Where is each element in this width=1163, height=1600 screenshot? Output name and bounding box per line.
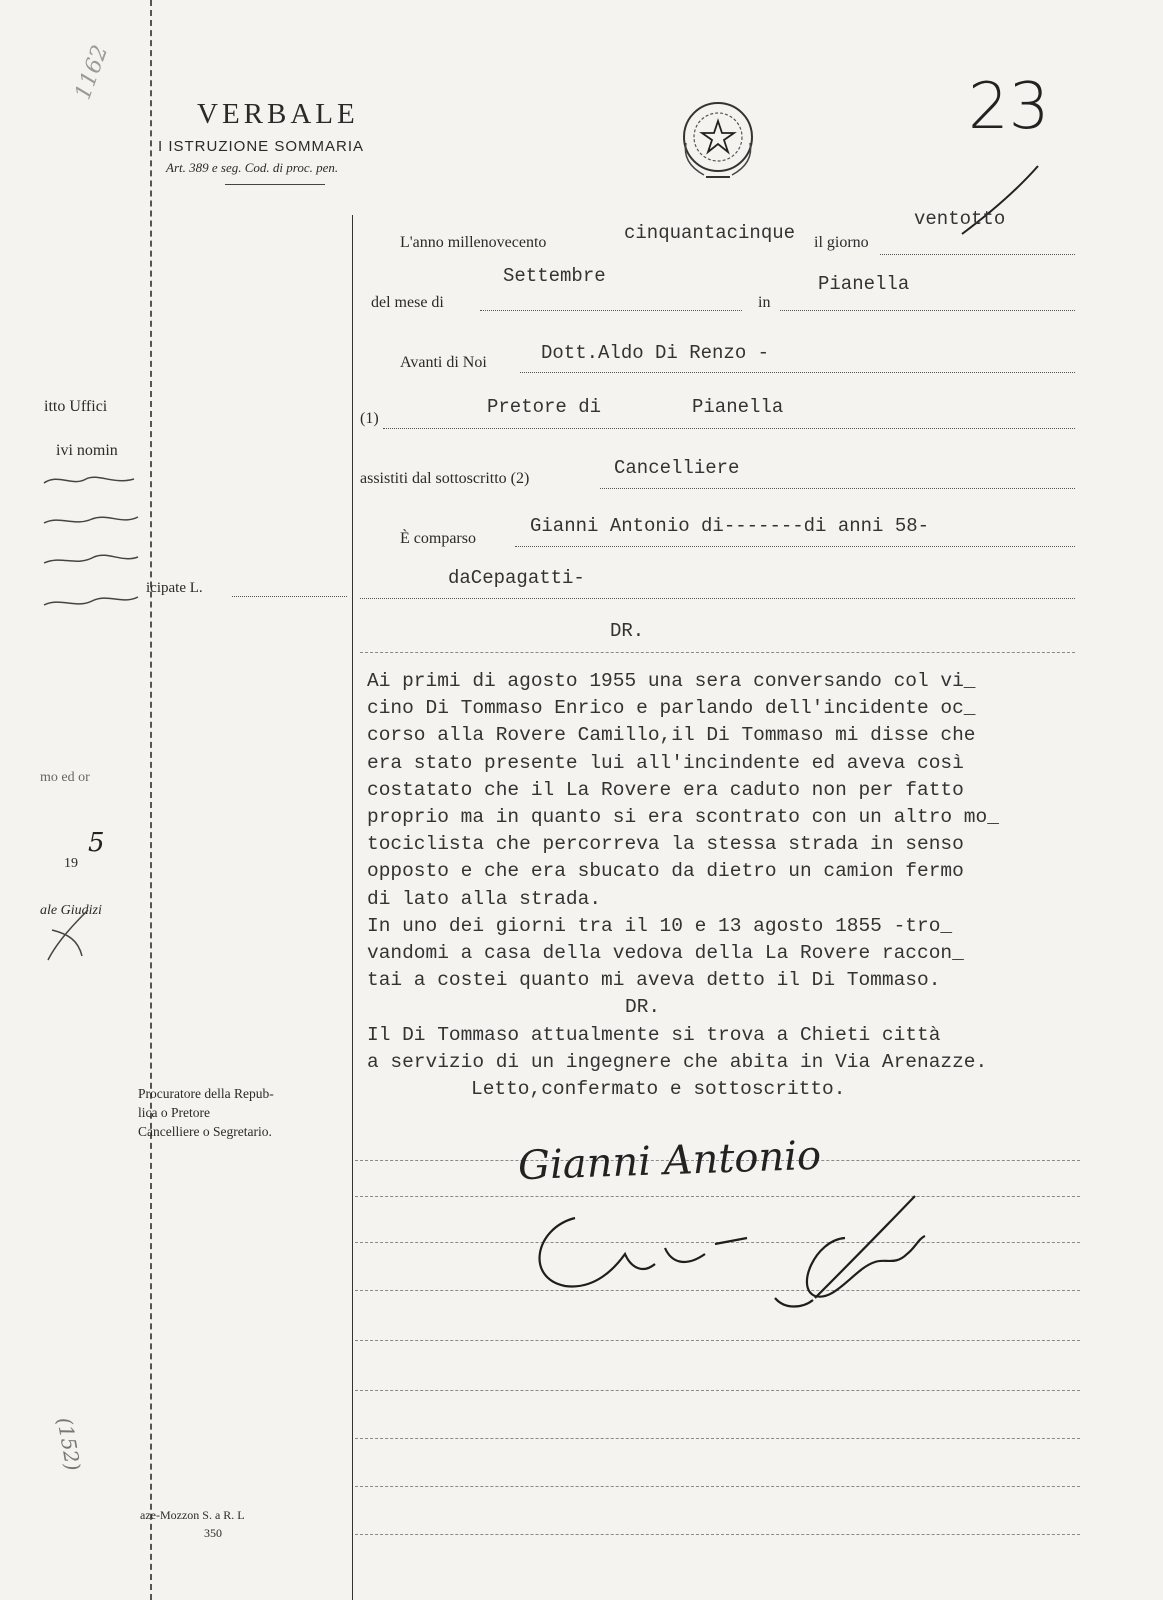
deposition-line: cino Di Tommaso Enrico e parlando dell'incidente oc_ <box>367 697 976 720</box>
witness-signature: Gianni Antonio <box>517 1132 822 1190</box>
margin-text: icipate L. <box>146 580 203 596</box>
ruled-line <box>355 1340 1080 1341</box>
printer-code: 350 <box>204 1526 222 1540</box>
anno-value: cinquantacinque <box>624 222 796 244</box>
header-underline <box>225 184 325 185</box>
margin-scribbles <box>38 465 148 625</box>
dr-heading-1: DR. <box>610 620 645 642</box>
assistiti-label: assistiti dal sottoscritto (2) <box>360 470 530 487</box>
luogo-line <box>780 310 1075 311</box>
deposition-line: Ai primi di agosto 1955 una sera conversando col vi_ <box>367 670 976 692</box>
deposition-line: tociclista che percorreva la stessa strada in senso <box>367 833 964 856</box>
giorno-value: ventotto <box>914 208 1006 230</box>
provenienza-value: daCepagatti- <box>448 567 585 589</box>
ruled-line <box>355 1486 1080 1487</box>
mese-label: del mese di <box>371 294 444 311</box>
center-column-line <box>352 215 353 1600</box>
deposition-line: era stato presente lui all'incindente ed aveva così <box>367 751 964 774</box>
assistiti-value: Cancelliere <box>614 457 740 479</box>
margin-text: itto Uffici <box>44 398 108 415</box>
form-subtitle: I ISTRUZIONE SOMMARIA <box>158 138 365 155</box>
ruled-line <box>360 652 1075 653</box>
footnote-line: Cancelliere o Segretario. <box>138 1124 272 1139</box>
luogo-value: Pianella <box>818 273 910 295</box>
pretore-luogo: Pianella <box>692 396 784 418</box>
margin-text: 19 <box>64 856 78 871</box>
assistiti-line <box>600 488 1075 489</box>
avanti-label: Avanti di Noi <box>400 354 487 371</box>
avanti-value: Dott.Aldo Di Renzo - <box>541 342 770 364</box>
pretore-signature <box>515 1178 1005 1328</box>
comparso-label: È comparso <box>400 530 476 547</box>
provenienza-line <box>360 598 1075 599</box>
pretore-value: Pretore di <box>487 396 602 418</box>
deposition-line: vandomi a casa della vedova della La Rovere raccon_ <box>367 942 964 965</box>
deposition-text <box>367 668 999 1103</box>
deposition-line: corso alla Rovere Camillo,il Di Tommaso mi disse che <box>367 724 976 747</box>
margin-handwritten-digit: 5 <box>88 828 105 858</box>
deposition-line: a servizio di un ingegnere che abita in Via Arenazze. <box>367 1050 988 1073</box>
margin-text: ivi nomin <box>56 442 118 459</box>
comparso-line <box>515 546 1075 547</box>
deposition-line: In uno dei giorni tra il 10 e 13 agosto 1855 -tro_ <box>367 914 953 937</box>
deposition-line: costatato che il La Rovere era caduto non per fatto <box>367 778 964 801</box>
republic-emblem-icon <box>676 93 760 183</box>
mese-line <box>480 310 742 311</box>
margin-text: ale Giudizi <box>40 903 102 918</box>
avanti-line <box>520 372 1075 373</box>
deposition-line: opposto e che era sbucato da dietro un camion fermo <box>367 860 964 883</box>
pretore-line <box>383 428 1075 429</box>
margin-scribble-mark <box>38 900 108 970</box>
deposition-line: tai a costei quanto mi aveva detto il Di Tommaso. <box>367 969 941 992</box>
mese-value: Settembre <box>503 265 606 287</box>
giorno-label: il giorno <box>814 234 869 251</box>
comparso-value: Gianni Antonio di-------di anni 58- <box>530 515 930 537</box>
margin-line <box>232 596 347 597</box>
form-title: VERBALE <box>197 98 359 130</box>
ruled-line <box>355 1390 1080 1391</box>
giorno-line <box>880 254 1075 255</box>
handwritten-margin-number: 1162 <box>70 41 114 104</box>
form-article-reference: Art. 389 e seg. Cod. di proc. pen. <box>166 160 339 175</box>
deposition-line: Il Di Tommaso attualmente si trova a Chieti città <box>367 1023 941 1046</box>
dr-heading-2: DR. <box>625 996 661 1019</box>
printer-imprint: aze-Mozzon S. a R. L <box>140 1508 245 1522</box>
ref1-label: (1) <box>360 410 379 427</box>
page-number: 23 <box>968 70 1050 144</box>
margin-text: mo ed or <box>40 770 90 785</box>
ruled-line <box>355 1534 1080 1535</box>
deposition-line: di lato alla strada. <box>367 887 602 910</box>
footnote-line: Procuratore della Repub- <box>138 1086 274 1101</box>
anno-label: L'anno millenovecento <box>400 234 547 251</box>
closing-formula: Letto,confermato e sottoscritto. <box>471 1078 846 1101</box>
ruled-line <box>355 1438 1080 1439</box>
in-label: in <box>758 294 771 311</box>
footnote <box>138 1084 274 1141</box>
binding-edge <box>150 0 152 1600</box>
footnote-line: lica o Pretore <box>138 1105 210 1120</box>
deposition-line: proprio ma in quanto si era scontrato con un altro mo_ <box>367 806 999 829</box>
pencil-note: (152) <box>52 1415 86 1473</box>
